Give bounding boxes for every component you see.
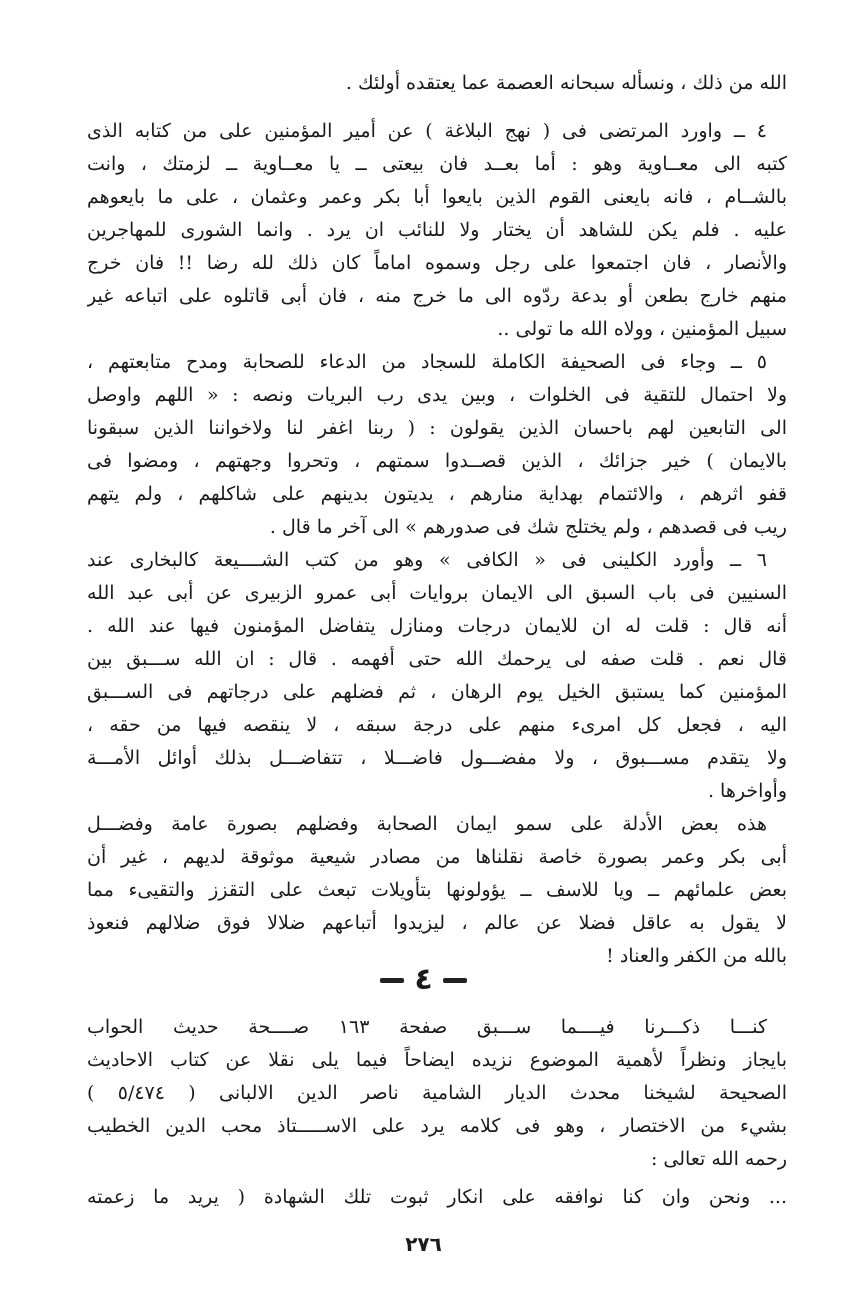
text-line: الصحيحة لشيخنا محدث الديار الشامية ناصر الدين الالبانى ( ٥/٤٧٤ ) bbox=[87, 1082, 787, 1104]
text-line: بعض علمائهم ــ ويا للاسف ــ يؤولونها بتأويلات تبعث على التقزز والتقيىء مما bbox=[87, 879, 787, 901]
text-line: هذه بعض الأدلة على سمو ايمان الصحابة وفضلهم بصورة عامة وفضـــل bbox=[87, 813, 767, 835]
text-line: وأواخرها . bbox=[707, 780, 787, 802]
text-line: ولا يتقدم مســـبوق ، ولا مفضـــول فاضـــلا ، تتفاضـــل بذلك أوائل الأمـــة bbox=[87, 747, 787, 769]
main-text bbox=[87, 68, 787, 967]
text-line: الله من ذلك ، ونسأله سبحانه العصمة عما يعتقده أولئك . bbox=[345, 72, 787, 94]
text-line: ... ونحن وان كنا نوافقه على انكار ثبوت تلك الشهادة ( يريد ما زعمته bbox=[87, 1186, 787, 1208]
text-line: اليه ، فجعل كل امرىء منهم على درجة سبقه ، لا ينقصه فيها من حقه ، bbox=[87, 714, 787, 736]
text-line: بالله من الكفر والعناد ! bbox=[606, 945, 787, 967]
text-line: سبيل المؤمنين ، وولاه الله ما تولى .. bbox=[497, 318, 787, 340]
text-line: ٤ ــ واورد المرتضى فى ( نهج البلاغة ) عن أمير المؤمنين على من كتابه الذى bbox=[87, 120, 767, 142]
text-line: المؤمنين كما يستبق الخيل يوم الرهان ، ثم فضلهم على درجاتهم فى الســـبق bbox=[87, 681, 787, 703]
divider-dash-left bbox=[380, 978, 404, 983]
text-line: بالايمان ) خير جزائك ، الذين قصــدوا سمتهم ، وتحروا وجهتهم ، ومضوا فى bbox=[87, 450, 787, 472]
text-line: كنـــا ذكـــرنا فيــــما ســـبق صفحة ١٦٣ صــــحة حديث الحواب bbox=[87, 1016, 767, 1038]
text-line: لا يقول به عاقل فضلا عن عالم ، ليزيدوا أتباعهم ضلالا فوق ضلالهم فنعوذ bbox=[87, 912, 787, 934]
text-line: أبى بكر وعمر بصورة خاصة نقلناها من مصادر شيعية موثوقة لديهم ، غير أن bbox=[87, 846, 787, 868]
text-line: السنيين فى باب السبق الى الايمان بروايات أبى عمرو الزبيرى عن أبى عبد الله bbox=[87, 582, 787, 604]
section-divider bbox=[0, 960, 847, 1000]
page-number: ٢٧٦ bbox=[405, 1232, 442, 1256]
text-line: ولا احتمال للتقية فى الخلوات ، وبين يدى رب البريات ونصه : « اللهم واوصل bbox=[87, 384, 787, 406]
section-text bbox=[87, 1012, 787, 1212]
section-number: ٤ bbox=[414, 962, 433, 997]
divider-dash-right bbox=[443, 978, 467, 983]
text-line: بايجاز ونظراً لأهمية الموضوع نزيده ايضاحاً فيما يلى نقلا عن كتاب الاحاديث bbox=[87, 1049, 787, 1071]
text-line: أنه قال : قلت له ان للايمان درجات ومنازل يتفاضل المؤمنون فيها عند الله . bbox=[87, 615, 787, 637]
text-line: ريب فى قصدهم ، ولم يختلج شك فى صدورهم » الى آخر ما قال . bbox=[269, 516, 787, 538]
text-line: ٦ ــ وأورد الكلينى فى « الكافى » وهو من كتب الشــــيعة كالبخارى عند bbox=[87, 549, 767, 571]
text-line: قال نعم . قلت صفه لى يرحمك الله حتى أفهمه . قال : ان الله ســـبق بين bbox=[87, 648, 787, 670]
text-line: والأنصار ، فان اجتمعوا على رجل وسموه اماماً كان ذلك لله رضا !! فان خرج bbox=[87, 252, 787, 274]
text-line: بشيء من الاختصار ، وهو فى كلامه يرد على الاســـــتاذ محب الدين الخطيب bbox=[87, 1115, 787, 1137]
text-line: عليه . فلم يكن للشاهد أن يختار ولا للنائب ان يرد . وانما الشورى للمهاجرين bbox=[87, 219, 787, 241]
text-line: الى التابعين لهم باحسان الذين يقولون : ( ربنا اغفر لنا ولاخواننا الذين سبقونا bbox=[87, 417, 787, 439]
text-line: بالشــام ، فانه بايعنى القوم الذين بايعوا أبا بكر وعمر وعثمان ، على ما بايعوهم bbox=[87, 186, 787, 208]
text-line: ٥ ــ وجاء فى الصحيفة الكاملة للسجاد من الدعاء للصحابة ومدح متابعتهم ، bbox=[87, 351, 767, 373]
text-line: قفو اثرهم ، والائتمام بهداية منارهم ، يديتون بدينهم على شاكلهم ، ولم يتهم bbox=[87, 483, 787, 505]
text-line: رحمه الله تعالى : bbox=[650, 1148, 787, 1170]
text-line: كتبه الى معــاوية وهو : أما بعــد فان بيعتى ــ يا معــاوية ــ لزمتك ، وانت bbox=[87, 153, 787, 175]
text-line: منهم خارج بطعن أو بدعة ردّوه الى ما خرج منه ، فان أبى قاتلوه على اتباعه غير bbox=[87, 285, 787, 307]
